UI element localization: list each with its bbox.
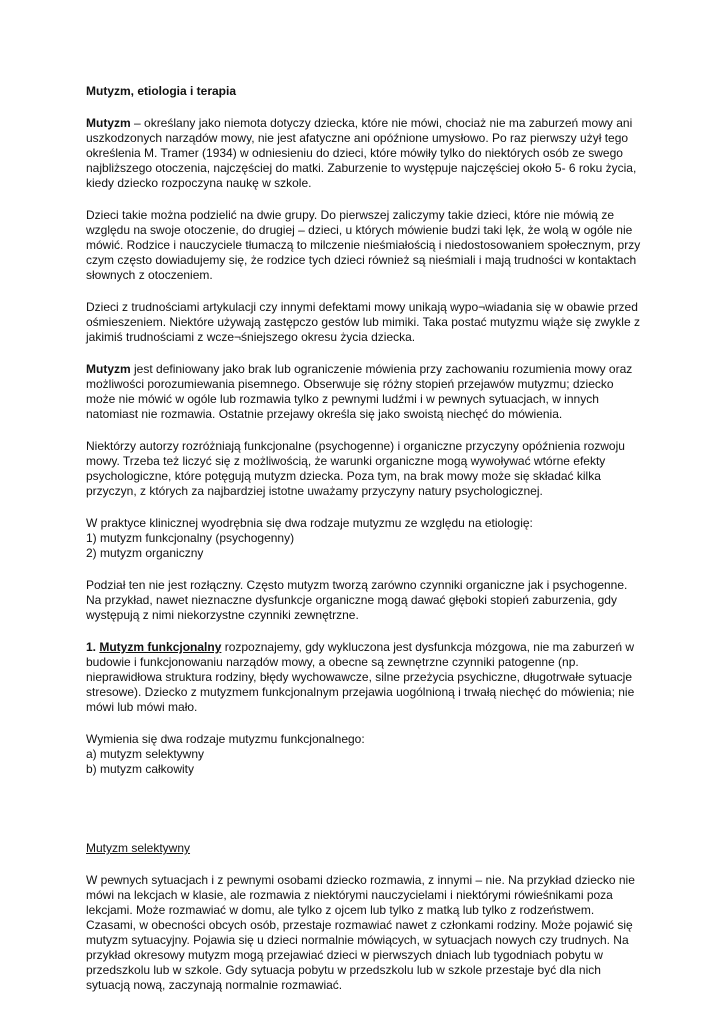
list-item: 2) mutyzm organiczny — [86, 546, 204, 560]
paragraph-7: Podział ten nie jest rozłączny. Często mutyzm tworzą zarówno czynniki organiczne jak i psychogenne. Na przykład, nawet nieznaczne dysfunkcje organiczne mogą dawać głęboki stopień zaburzenia, gdy występują z nimi niekorzystne czynniki zewnętrzne. — [86, 578, 628, 622]
paragraph-10: W pewnych sytuacjach i z pewnymi osobami dziecko rozmawia, z innymi – nie. Na przykład dziecko nie mówi na lekcjach w klasie, ale rozmawia z niektórymi nauczycielami i niektórymi rówieśnikami poza lekcjami. Może rozmawiać w domu, ale tylko z ojcem lub tylko z matką lub tylko z rodzeństwem. Czasami, w obecności obcych osób, przestaje rozmawiać nawet z członkami rodziny. Może pojawić się mutyzm sytuacyjny. Pojawia się u dzieci normalnie mówiących, w sytuacjach nowych czy trudnych. Na przykład okresowy mutyzm mogą przejawiać dzieci w pierwszych dniach lub tygodniach pobytu w przedszkolu lub w szkole. Gdy sytuacja pobytu w przedszkolu lub w szkole przestaje być dla nich sytuacją nową, zaczynają normalnie rozmawiać. — [86, 873, 635, 992]
section-term: Mutyzm funkcjonalny — [99, 640, 222, 654]
etiology-list — [86, 516, 646, 561]
paragraph-text: rozpoznajemy, gdy wykluczona jest dysfunkcja mózgowa, nie ma zaburzeń w budowie i funkcjonowaniu narządów mowy, a obecne są zewnętrzne czynniki patogenne (np. nieprawidłowa struktura rodziny, błędy wychowawcze, silne przeżycia psychiczne, długotrwałe sytuacje stresowe). Dziecko z mutyzmem funkcjonalnym przejawia uogólnioną i trwałą niechęć do mówienia; nie mówi lub mówi mało. — [86, 640, 635, 714]
bold-term: Mutyzm — [86, 362, 131, 376]
document-title: Mutyzm, etiologia i terapia — [86, 84, 237, 98]
paragraph-text: – określany jako niemota dotyczy dziecka, które nie mówi, chociaż nie ma zaburzeń mowy ani uszkodzonych narządów mowy, nie jest afatyczne ani opóźnione umysłowo. Po raz pierwszy użył tego określenia M. Tramer (1934) w odniesieniu do dzieci, które mówiły tylko do niektórych osób ze swego najbliższego otoczenia, najczęściej do matki. Zaburzenie to występuje najczęściej około 5- 6 roku życia, kiedy dziecko rozpoczyna naukę w szkole. — [86, 116, 637, 190]
bold-term: Mutyzm — [86, 116, 131, 130]
paragraph-3: Dzieci z trudnościami artykulacji czy innymi defektami mowy unikają wypo¬wiadania się w obawie przed ośmieszeniem. Niektóre używają zastępczo gestów lub mimiki. Taka postać mutyzmu wiąże się zwykle z jakimiś trudnościami z wcze¬śniejszego okresu życia dziecka. — [86, 300, 640, 344]
paragraph-1 — [86, 116, 646, 191]
paragraph-2: Dzieci takie można podzielić na dwie grupy. Do pierwszej zaliczymy takie dzieci, które nie mówią ze względu na swoje otoczenie, do drugiej – dzieci, u których mówienie budzi taki lęk, że wolą w ogóle nie mówić. Rodzice i nauczyciele tłumaczą to milczenie nieśmiałością i niedostosowaniem społecznym, przy czym często dowiadujemy się, że rodzice tych dzieci również są nieśmiali i mają trudności w kontaktach słownych z otoczeniem. — [86, 208, 641, 282]
functional-types-list — [86, 732, 646, 777]
list-item: a) mutyzm selektywny — [86, 747, 205, 761]
section-heading: Mutyzm selektywny — [86, 841, 191, 855]
list-intro: W praktyce klinicznej wyodrębnia się dwa rodzaje mutyzmu ze względu na etiologię: — [86, 516, 533, 530]
list-item: b) mutyzm całkowity — [86, 762, 195, 776]
paragraph-8 — [86, 640, 646, 715]
document-page — [86, 84, 646, 1010]
list-item: 1) mutyzm funkcjonalny (psychogenny) — [86, 531, 295, 545]
spacer — [86, 794, 646, 841]
paragraph-5: Niektórzy autorzy rozróżniają funkcjonalne (psychogenne) i organiczne przyczyny opóźnienia rozwoju mowy. Trzeba też liczyć się z możliwością, że warunki organiczne mogą wywoływać wtórne efekty psychologiczne, które potęgują mutyzm dziecka. Poza tym, na brak mowy może się składać kilka przyczyn, z których za najbardziej istotne uważamy przyczyny natury psychologicznej. — [86, 439, 625, 498]
list-intro: Wymienia się dwa rodzaje mutyzmu funkcjonalnego: — [86, 732, 365, 746]
section-number: 1. — [86, 640, 97, 654]
paragraph-text: jest definiowany jako brak lub ograniczenie mówienia przy zachowaniu rozumienia mowy oraz możliwości porozumiewania pisemnego. Obserwuje się różny stopień przejawów mutyzmu; dziecko może nie mówić w ogóle lub rozmawia tylko z pewnymi ludźmi i w pewnych sytuacjach, w innych natomiast nie rozmawia. Ostatnie przejawy określa się jako swoistą niechęć do mówienia. — [86, 362, 633, 421]
paragraph-4 — [86, 362, 646, 422]
